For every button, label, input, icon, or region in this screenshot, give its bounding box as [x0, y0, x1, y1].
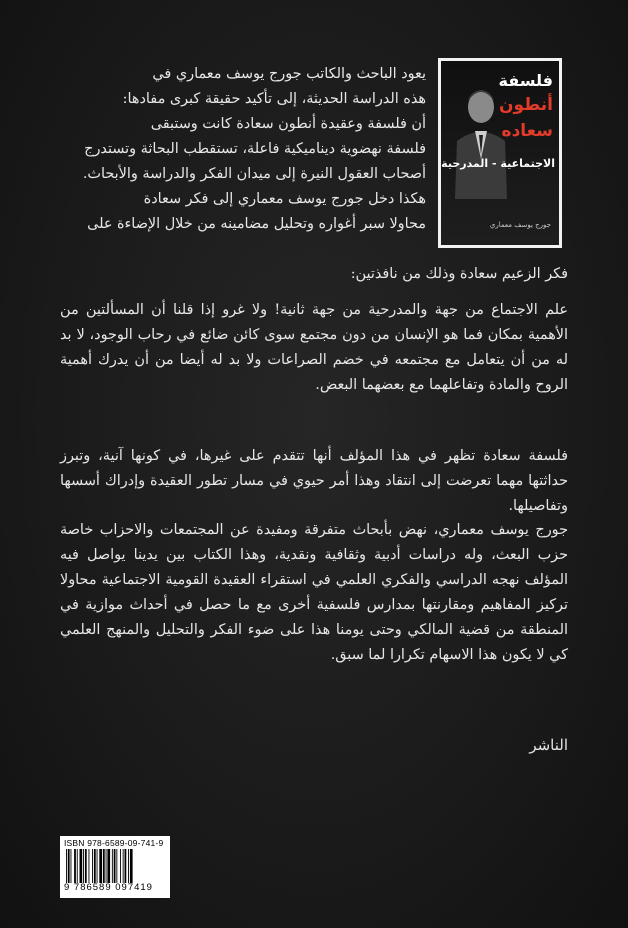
barcode-bar	[123, 849, 124, 883]
para1-line: أن فلسفة وعقيدة أنطون سعادة كانت وستبقى	[150, 116, 426, 132]
barcode-bar	[94, 849, 96, 883]
thumbnail-author: جورج يوسف معماري	[489, 221, 551, 229]
thumbnail-title-line1: فلسفة	[498, 71, 553, 90]
publisher-signature: الناشر	[529, 736, 568, 754]
thumbnail-subtitle: الاجتماعية - المدرحية	[441, 157, 555, 170]
para1-line: أصحاب العقول النيرة إلى ميدان الفكر والدراسة والأبحاث.	[82, 166, 426, 182]
barcode-bar	[77, 849, 78, 883]
para1-line: هكذا دخل جورج يوسف معماري إلى فكر سعادة	[143, 191, 426, 207]
barcode-bar	[85, 849, 87, 883]
para2-text: علم الاجتماع من جهة والمدرحية من جهة ثانية! ولا غرو إذا قلنا أن المسألتين من الأهمية بمكان فما هو الإنسان من دون مجتمع سوى كائن ضائع في رحاب الوجود، لا بد له من أن يتعامل مع مجتمعه في خضم الصراعات ولا بد له أيضا من أن يدرك أهمية الروح والمادة وتفاعلهما مع بعضهما البعض.	[60, 302, 568, 393]
thumbnail-title-line2: أنطون	[499, 95, 553, 115]
para4-text: جورج يوسف معماري، نهض بأبحاث متفرقة ومفيدة عن المجتمعات والاحزاب خاصة حزب البعث، وله دراسات أدبية وثقافية ونقدية، وهذا الكتاب بين يدينا يواصل فيه المؤلف نهجه الدراسي والفكري العلمي في استقراء العقيدة القومية الاجتماعية محاولا تركيز المفاهيم ومقارنتها بمدارس فلسفية أخرى مع ما حصل في أحداث موازية في المنطقة من قضية المالكي وحتى يومنا هذا على ضوء الفكر والتحليل والمنهج العلمي كي لا يكون هذا الاسهام تكرارا لما سبق.	[60, 522, 568, 663]
book-cover-thumbnail	[438, 58, 562, 248]
barcode-bar	[71, 849, 72, 883]
para1-line: يعود الباحث والكاتب جورج يوسف معماري في	[152, 66, 426, 82]
paragraph-4	[60, 518, 568, 668]
barcode-bar	[89, 849, 90, 883]
barcode-bar	[128, 849, 129, 883]
paragraph-1-tail	[60, 262, 568, 287]
barcode-bar	[116, 849, 117, 883]
barcode-bar	[74, 849, 76, 883]
thumbnail-title-line3: سعاده	[501, 121, 553, 141]
book-cover-artwork	[441, 61, 559, 245]
paragraph-3	[60, 444, 568, 519]
para3-text: فلسفة سعادة تظهر في هذا المؤلف أنها تتقدم على غيرها، في كونها آنية، وتبرز حداثتها مهما تعرضت إلى انتقاد وهذا أمر حيوي في مسار تطور العقيدة وإدراك أسسها وتفاصيلها.	[60, 448, 568, 514]
barcode-bar	[107, 849, 110, 883]
barcode-bar	[125, 849, 127, 883]
barcode-bar	[80, 849, 83, 883]
para1-line: فلسفة نهضوية ديناميكية فاعلة، تستقطب البحاثة وتستدرج	[84, 141, 426, 157]
barcode-digits: 9 786589 097419	[64, 882, 153, 893]
barcode-bar	[114, 849, 116, 883]
barcode-bar	[83, 849, 84, 883]
barcode-bar	[68, 849, 70, 883]
barcode-bar	[99, 849, 102, 883]
barcode-bars	[64, 849, 166, 883]
para1-tail: فكر الزعيم سعادة وذلك من نافذتين:	[350, 266, 568, 282]
paragraph-1	[60, 62, 426, 237]
barcode-bar	[97, 849, 98, 883]
barcode-bar	[120, 849, 121, 883]
barcode-bar	[66, 849, 67, 883]
barcode-bar	[130, 849, 133, 883]
para1-line: محاولا سبر أغواره وتحليل مضامينه من خلال الإضاءة على	[87, 216, 426, 232]
paragraph-2	[60, 298, 568, 398]
barcode-bar	[106, 849, 107, 883]
barcode-bar	[112, 849, 113, 883]
barcode-bar	[92, 849, 93, 883]
barcode-bar	[103, 849, 105, 883]
para1-line: هذه الدراسة الحديثة، إلى تأكيد حقيقة كبرى مفادها:	[122, 91, 426, 107]
isbn-label: ISBN 978-6589-09-741-9	[64, 838, 164, 848]
isbn-barcode	[60, 836, 170, 898]
